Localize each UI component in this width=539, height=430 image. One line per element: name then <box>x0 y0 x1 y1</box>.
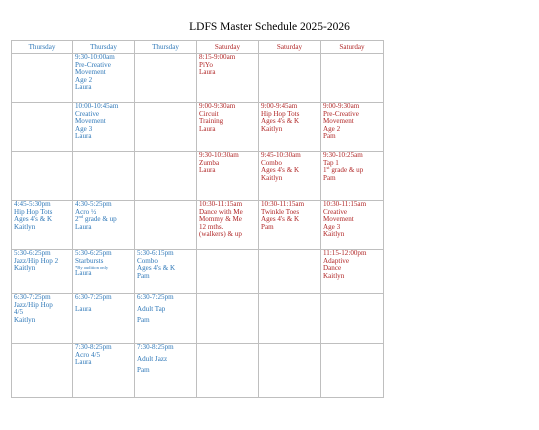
class-cell: 4:45-5:30pm Hip Hop Tots Ages 4's & K Kaitlyn <box>12 201 73 250</box>
column-header-saturday: Saturday <box>259 41 321 54</box>
table-row <box>12 152 384 201</box>
class-cell: 11:15-12:00pm Adaptive Dance Kaitlyn <box>321 250 384 294</box>
class-cell: 6:30-7:25pm Laura <box>73 294 135 344</box>
class-cell-empty <box>12 54 73 103</box>
class-cell-empty <box>197 250 259 294</box>
class-cell: 9:00-9:30am Pre-Creative Movement Age 2 Pam <box>321 103 384 152</box>
class-cell-empty <box>321 54 384 103</box>
class-cell-empty <box>135 103 197 152</box>
column-header-saturday: Saturday <box>321 41 384 54</box>
class-cell: 9:30-10:25am Tap 1 1st grade & up Pam <box>321 152 384 201</box>
class-cell-empty <box>12 152 73 201</box>
class-cell: 5:30-6:25pm Starbursts *By audition only Laura <box>73 250 135 294</box>
class-cell: 10:00-10:45am Creative Movement Age 3 Laura <box>73 103 135 152</box>
class-cell-empty <box>135 201 197 250</box>
class-cell-empty <box>197 344 259 398</box>
table-row <box>12 294 384 344</box>
class-cell-empty <box>259 250 321 294</box>
class-cell-empty <box>321 294 384 344</box>
class-cell: 10:30-11:15am Dance with Me Mommy & Me 12 mths. (walkers) & up <box>197 201 259 250</box>
table-row <box>12 103 384 152</box>
class-cell-empty <box>197 294 259 344</box>
class-cell: 4:30-5:25pm Acro ½ 2nd grade & up Laura <box>73 201 135 250</box>
class-cell: 9:45-10:30am Combo Ages 4's & K Kaitlyn <box>259 152 321 201</box>
class-cell: 9:00-9:30am Circuit Training Laura <box>197 103 259 152</box>
column-header-thursday: Thursday <box>12 41 73 54</box>
class-cell-empty <box>12 103 73 152</box>
page-title: LDFS Master Schedule 2025-2026 <box>189 21 350 33</box>
class-cell-empty <box>259 294 321 344</box>
table-row <box>12 201 384 250</box>
class-cell: 6:30-7:25pm Adult Tap Pam <box>135 294 197 344</box>
class-cell: 9:00-9:45am Hip Hop Tots Ages 4's & K Kaitlyn <box>259 103 321 152</box>
class-cell-empty <box>321 344 384 398</box>
class-cell: 5:30-6:15pm Combo Ages 4's & K Pam <box>135 250 197 294</box>
class-cell-empty <box>135 54 197 103</box>
column-header-thursday: Thursday <box>73 41 135 54</box>
header-row <box>12 41 384 54</box>
class-cell-empty <box>135 152 197 201</box>
class-cell: 10:30-11:15am Twinkle Toes Ages 4's & K Pam <box>259 201 321 250</box>
class-cell: 10:30-11:15am Creative Movement Age 3 Kaitlyn <box>321 201 384 250</box>
class-cell: 6:30-7:25pm Jazz/Hip Hop 4/5 Kaitlyn <box>12 294 73 344</box>
table-row <box>12 250 384 294</box>
class-cell: 8:15-9:00am PiYo Laura <box>197 54 259 103</box>
class-cell: 7:30-8:25pm Adult Jazz Pam <box>135 344 197 398</box>
class-cell: 9:30-10:30am Zumba Laura <box>197 152 259 201</box>
column-header-thursday: Thursday <box>135 41 197 54</box>
class-cell-empty <box>259 344 321 398</box>
class-cell: 7:30-8:25pm Acro 4/5 Laura <box>73 344 135 398</box>
table-row <box>12 344 384 398</box>
table-row <box>12 54 384 103</box>
class-cell-empty <box>73 152 135 201</box>
schedule-table <box>11 40 384 398</box>
class-cell-empty <box>12 344 73 398</box>
class-cell-empty <box>259 54 321 103</box>
class-cell: 9:30-10:00am Pre-Creative Movement Age 2 Laura <box>73 54 135 103</box>
class-cell: 5:30-6:25pm Jazz/Hip Hop 2 Kaitlyn <box>12 250 73 294</box>
column-header-saturday: Saturday <box>197 41 259 54</box>
